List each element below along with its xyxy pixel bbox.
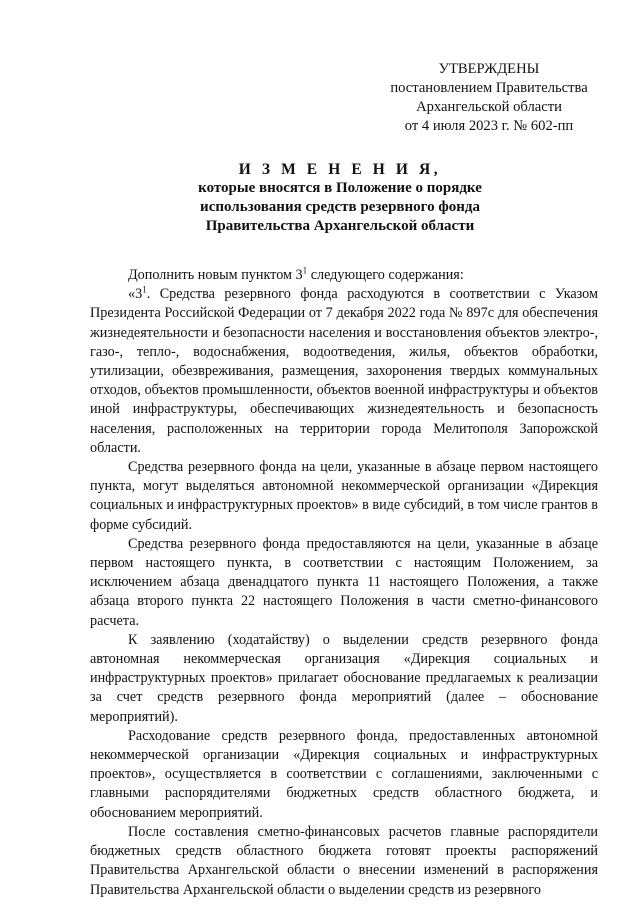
approval-heading: УТВЕРЖДЕНЫ — [438, 61, 540, 77]
paragraph-5: Расходование средств резервного фонда, предоставленных автономной некоммерческой организации «Дирекция социальных и инфраструктурных проектов», осуществляется в соответствии с соглашениями, заключенными с главными распорядителями бюджетных средств областного бюджета, и обоснованием мероприятий. — [90, 727, 598, 821]
document-title — [90, 160, 590, 236]
title-line-4: Правительства Архангельской области — [205, 218, 475, 234]
document-body — [90, 266, 598, 900]
title-line-2: которые вносятся в Положение о порядке — [198, 180, 482, 196]
approval-date: от 4 июля 2023 г. № 602-пп — [404, 118, 574, 134]
paragraph-1: «$3^1$. Средства резервного фонда расходуются в соответствии с Указом Президента Российской Федерации от 7 декабря 2022 года № 897с для обеспечения жизнедеятельности и безопасности населения и восстановления объектов электро-, газо-, тепло-, водоснабжения, водоотведения, жилья, объектов обработки, утилизации, обезвреживания, размещения, захоронения твердых коммунальных отходов, объектов промышленности, объектов военной инфраструктуры и объектов иной инфраструктуры, обеспечивающих жизнедеятельность и безопасность населения, расположенных на территории города Мелитополя Запорожской области. — [90, 284, 598, 456]
approval-stamp — [380, 60, 598, 136]
paragraph-2: Средства резервного фонда на цели, указанные в абзаце первом настоящего пункта, могут выделяться автономной некоммерческой организации «Дирекция социальных и инфраструктурных проектов» в виде субсидий, в том числе грантов в форме субсидий. — [90, 459, 598, 533]
title-line-3: использования средств резервного фонда — [200, 199, 480, 215]
approval-by: постановлением Правительства — [390, 80, 588, 96]
title-main: И З М Е Н Е Н И Я, — [238, 161, 442, 178]
paragraph-intro: Дополнить новым пунктом $3^1$ следующего содержания: — [128, 265, 464, 283]
paragraph-6: После составления сметно-финансовых расчетов главные распорядители бюджетных средств областного бюджета готовят проекты распоряжений Правительства Архангельской области о внесении изменений в распоряжения Правительства Архангельской области о выделении средств из резервного — [90, 823, 598, 898]
paragraph-4: К заявлению (ходатайству) о выделении средств резервного фонда автономная некоммерческая организация «Дирекция социальных и инфраструктурных проектов» прилагает обоснование предлагаемых к реализации за счет средств резервного фонда мероприятий (далее – обоснование мероприятий). — [90, 631, 598, 725]
paragraph-3: Средства резервного фонда предоставляются на цели, указанные в абзаце первом настоящего пункта, в соответствии с настоящим Положением, за исключением абзаца двенадцатого пункта 11 настоящего Положения, а также абзаца второго пункта 22 настоящего Положения в части сметно-финансового расчета. — [90, 535, 598, 629]
approval-region: Архангельской области — [416, 99, 562, 115]
